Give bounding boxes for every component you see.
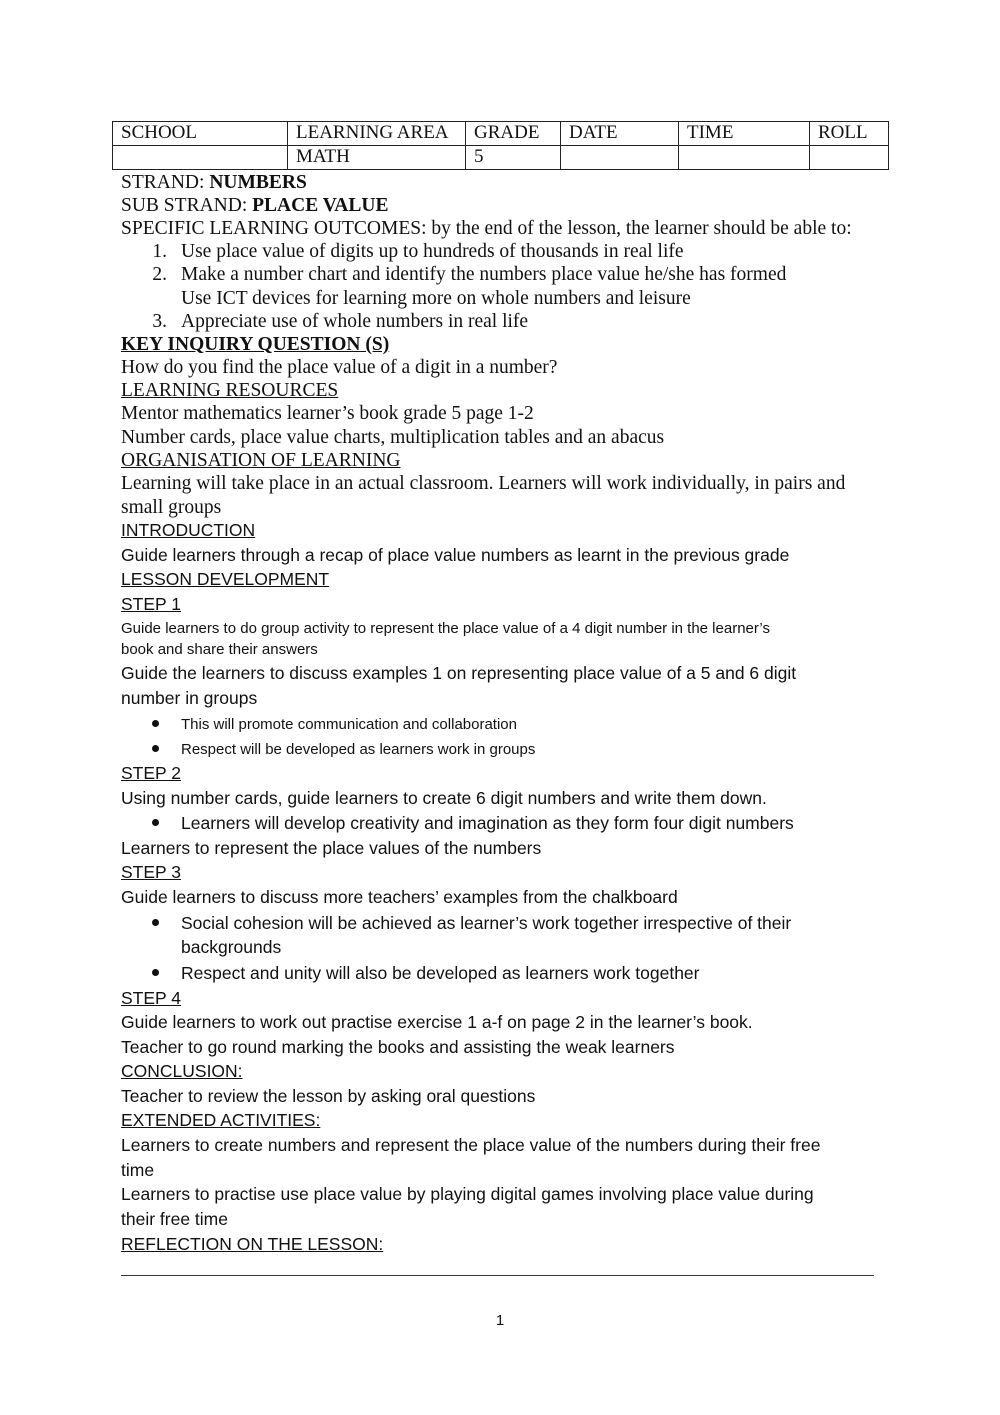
grade-value-cell: 5 — [466, 146, 561, 170]
organisation-text: small groups — [121, 497, 222, 518]
date-value-cell — [561, 146, 679, 170]
bullet-icon — [152, 919, 159, 926]
outcome-number: 3. — [152, 311, 167, 332]
step-4-text: Teacher to go round marking the books and assisting the weak learners — [121, 1037, 675, 1057]
header-cell: DATE — [561, 122, 679, 146]
strand-line — [121, 171, 881, 194]
conclusion-heading: CONCLUSION: — [121, 1061, 243, 1081]
step-1-text: Guide the learners to discuss examples 1 on representing place value of a 5 and 6 digit — [121, 663, 797, 683]
extended-activities-heading: EXTENDED ACTIVITIES: — [121, 1110, 321, 1130]
resource-line: Mentor mathematics learner’s book grade 5 page 1-2 — [121, 403, 534, 424]
organisation-text: Learning will take place in an actual classroom. Learners will work individually, in pairs and — [121, 473, 846, 494]
lesson-header-table — [112, 121, 889, 170]
step-1-heading: STEP 1 — [121, 594, 181, 614]
strand-label: STRAND: — [121, 172, 210, 193]
header-cell: GRADE — [466, 122, 561, 146]
step-2-heading: STEP 2 — [121, 763, 181, 783]
organisation-heading: ORGANISATION OF LEARNING — [121, 450, 401, 471]
outcome-item: Appreciate use of whole numbers in real life — [181, 311, 529, 332]
bullet-icon — [152, 745, 159, 752]
header-cell: SCHOOL — [113, 122, 288, 146]
extended-activity-text: Learners to practise use place value by playing digital games involving place value during — [121, 1184, 814, 1204]
step-1-text: book and share their answers — [121, 641, 318, 658]
key-inquiry-question: How do you find the place value of a digit in a number? — [121, 357, 558, 378]
page-number: 1 — [495, 1312, 505, 1329]
outcome-number: 2. — [152, 264, 167, 285]
strand-value: NUMBERS — [209, 172, 307, 193]
school-value-cell — [113, 146, 288, 170]
step-1-text: Guide learners to do group activity to represent the place value of a 4 digit number in the learner’s — [121, 620, 770, 637]
step-3-bullet-continuation: backgrounds — [181, 937, 282, 957]
step-2-text: Using number cards, guide learners to create 6 digit numbers and write them down. — [121, 788, 767, 808]
step-1-bullet: Respect will be developed as learners work in groups — [181, 741, 536, 758]
reflection-answer-line — [121, 1275, 874, 1276]
header-cell: TIME — [679, 122, 810, 146]
step-1-text: number in groups — [121, 688, 258, 708]
step-4-text: Guide learners to work out practise exercise 1 a-f on page 2 in the learner’s book. — [121, 1012, 753, 1032]
outcome-item-continuation: Use ICT devices for learning more on whole numbers and leisure — [181, 288, 691, 309]
header-row — [113, 122, 889, 146]
outcomes-heading: SPECIFIC LEARNING OUTCOMES: by the end of the lesson, the learner should be able to: — [121, 218, 852, 239]
introduction-heading: INTRODUCTION — [121, 520, 256, 540]
step-2-bullet: Learners will develop creativity and imagination as they form four digit numbers — [181, 813, 794, 833]
step-3-heading: STEP 3 — [121, 862, 181, 882]
sub-strand-label: SUB STRAND: — [121, 195, 253, 216]
step-3-bullet: Social cohesion will be achieved as learner’s work together irrespective of their — [181, 913, 792, 933]
outcome-item: Use place value of digits up to hundreds of thousands in real life — [181, 241, 684, 262]
resources-heading: LEARNING RESOURCES — [121, 380, 339, 401]
key-inquiry-heading: KEY INQUIRY QUESTION (S) — [121, 334, 390, 355]
bullet-icon — [152, 819, 159, 826]
sub-strand-value: PLACE VALUE — [252, 195, 389, 216]
bullet-icon — [152, 969, 159, 976]
introduction-text: Guide learners through a recap of place value numbers as learnt in the previous grade — [121, 545, 790, 565]
roll-value-cell — [810, 146, 889, 170]
bullet-icon — [152, 720, 159, 727]
extended-activity-text: their free time — [121, 1209, 228, 1229]
lesson-development-heading: LESSON DEVELOPMENT — [121, 569, 330, 589]
time-value-cell — [679, 146, 810, 170]
step-3-text: Guide learners to discuss more teachers’ examples from the chalkboard — [121, 887, 678, 907]
extended-activity-text: Learners to create numbers and represent the place value of the numbers during their free — [121, 1135, 821, 1155]
reflection-heading: REFLECTION ON THE LESSON: — [121, 1234, 384, 1254]
outcome-number: 1. — [152, 241, 167, 262]
outcome-item: Make a number chart and identify the numbers place value he/she has formed — [181, 264, 787, 285]
conclusion-text: Teacher to review the lesson by asking oral questions — [121, 1086, 536, 1106]
header-cell: ROLL — [810, 122, 889, 146]
header-cell: LEARNING AREA — [288, 122, 466, 146]
learning-area-value-cell: MATH — [288, 146, 466, 170]
sub-strand-line — [121, 194, 881, 217]
step-3-bullet: Respect and unity will also be developed as learners work together — [181, 963, 700, 983]
value-row — [113, 146, 889, 170]
step-2-text: Learners to represent the place values of the numbers — [121, 838, 542, 858]
extended-activity-text: time — [121, 1160, 155, 1180]
step-4-heading: STEP 4 — [121, 988, 181, 1008]
resource-line: Number cards, place value charts, multiplication tables and an abacus — [121, 427, 665, 448]
step-1-bullet: This will promote communication and collaboration — [181, 716, 517, 733]
